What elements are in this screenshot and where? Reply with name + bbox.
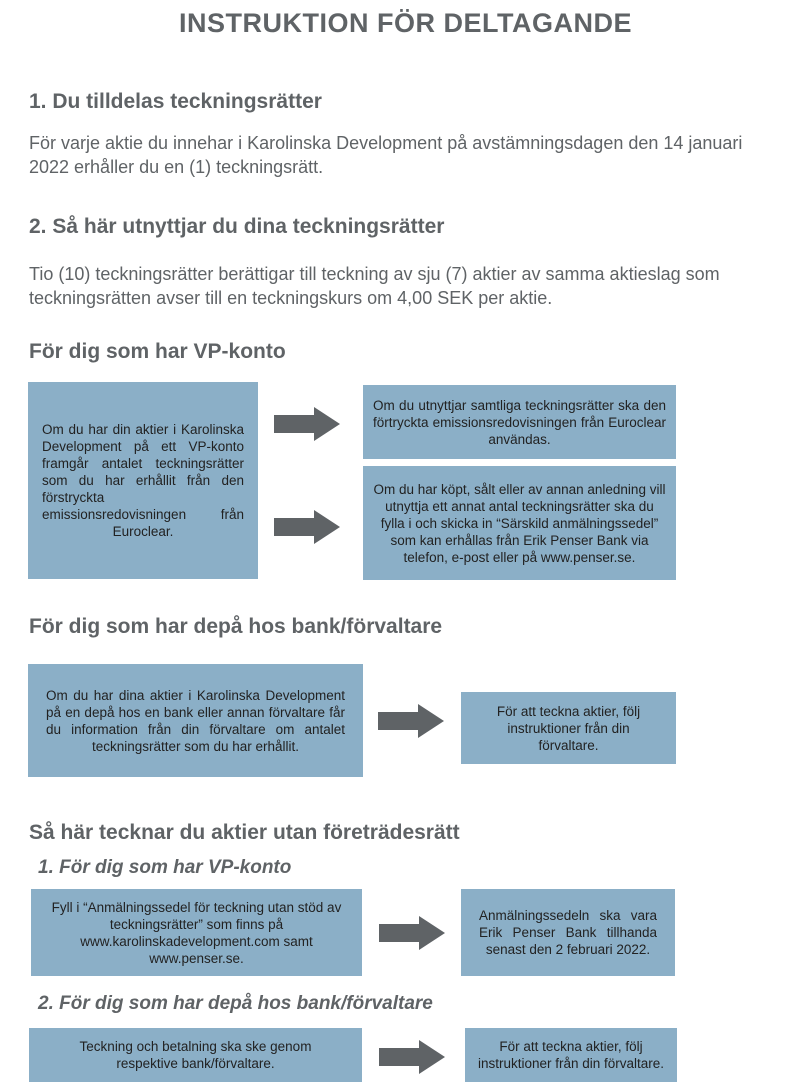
vp-konto-target-box-1 xyxy=(363,385,676,459)
utan-vp-source-text: Fyll i “Anmälningssedel för teckning utan stöd av teckningsrätter” som finns på www.karolinskadevelopment.com samt www.penser.se. xyxy=(51,899,342,966)
section-1-text: För varje aktie du innehar i Karolinska Development på avstämningsdagen den 14 januari 2022 erhåller du en (1) teckningsrätt. xyxy=(29,133,743,177)
depa-heading: För dig som har depå hos bank/förvaltare xyxy=(29,615,443,638)
section-2-text: Tio (10) teckningsrätter berättigar till teckning av sju (7) aktier av samma aktieslag som teckningsrätten avser till en teckningskurs om 4,00 SEK per aktie. xyxy=(29,264,720,308)
depa-source-box xyxy=(28,664,363,777)
utan-vp-source-box xyxy=(31,889,362,976)
vp-konto-heading: För dig som har VP-konto xyxy=(29,340,286,363)
utan-depa-target-box xyxy=(465,1028,677,1082)
vp-konto-target-box-2 xyxy=(363,466,676,580)
utan-vp-target-text: Anmälningssedeln ska vara Erik Penser Bank tillhanda senast den 2 februari 2022. xyxy=(479,908,657,957)
utan-depa-source-box xyxy=(29,1028,362,1082)
arrow-right-icon xyxy=(379,1040,445,1074)
utan-foretradesratt-heading: Så här tecknar du aktier utan företrädesrätt xyxy=(29,821,460,844)
section-1-heading: 1. Du tilldelas teckningsrätter xyxy=(29,90,322,113)
arrow-right-icon xyxy=(274,510,340,544)
utan-depa-source-text: Teckning och betalning ska ske genom respektive bank/förvaltare. xyxy=(79,1039,312,1071)
utan-depa-target-text: För att teckna aktier, följ instruktioner från din förvaltare. xyxy=(477,1039,665,1071)
arrow-right-icon xyxy=(378,704,444,738)
arrow-right-icon xyxy=(274,407,340,441)
utan-depa-heading: 2. För dig som har depå hos bank/förvaltare xyxy=(38,993,433,1014)
depa-target-text: För att teckna aktier, följ instruktioner från din förvaltare. xyxy=(496,703,641,753)
depa-source-text: Om du har dina aktier i Karolinska Development på en depå hos en bank eller annan förvaltare får du information från din förvaltare om antalet teckningsrätter som du har erhållit. xyxy=(46,687,345,754)
vp-konto-source-text: Om du har din aktier i Karolinska Development på ett VP-konto framgår antalet teckningsrätter som du har erhållit från den förstryckta emissionsredovisningen från Euroclear. xyxy=(42,422,244,539)
page-title: INSTRUKTION FÖR DELTAGANDE xyxy=(179,8,632,38)
vp-konto-source-box xyxy=(28,382,258,579)
section-2-heading: 2. Så här utnyttjar du dina teckningsrätter xyxy=(29,215,445,238)
depa-target-box xyxy=(461,692,676,764)
vp-konto-target-text-2: Om du har köpt, sålt eller av annan anledning vill utnyttja ett annat antal teckningsrätter ska du fylla i och skicka in “Särskild anmälningssedel” som kan erhållas från Erik Penser Bank via telefon, e-post eller på www.penser.se. xyxy=(373,481,666,565)
arrow-right-icon xyxy=(379,916,445,950)
utan-vp-heading: 1. För dig som har VP-konto xyxy=(38,857,292,878)
vp-konto-target-text-1: Om du utnyttjar samtliga teckningsrätter ska den förtryckta emissionsredovisningen från Euroclear användas. xyxy=(373,397,666,447)
utan-vp-target-box xyxy=(461,889,675,976)
